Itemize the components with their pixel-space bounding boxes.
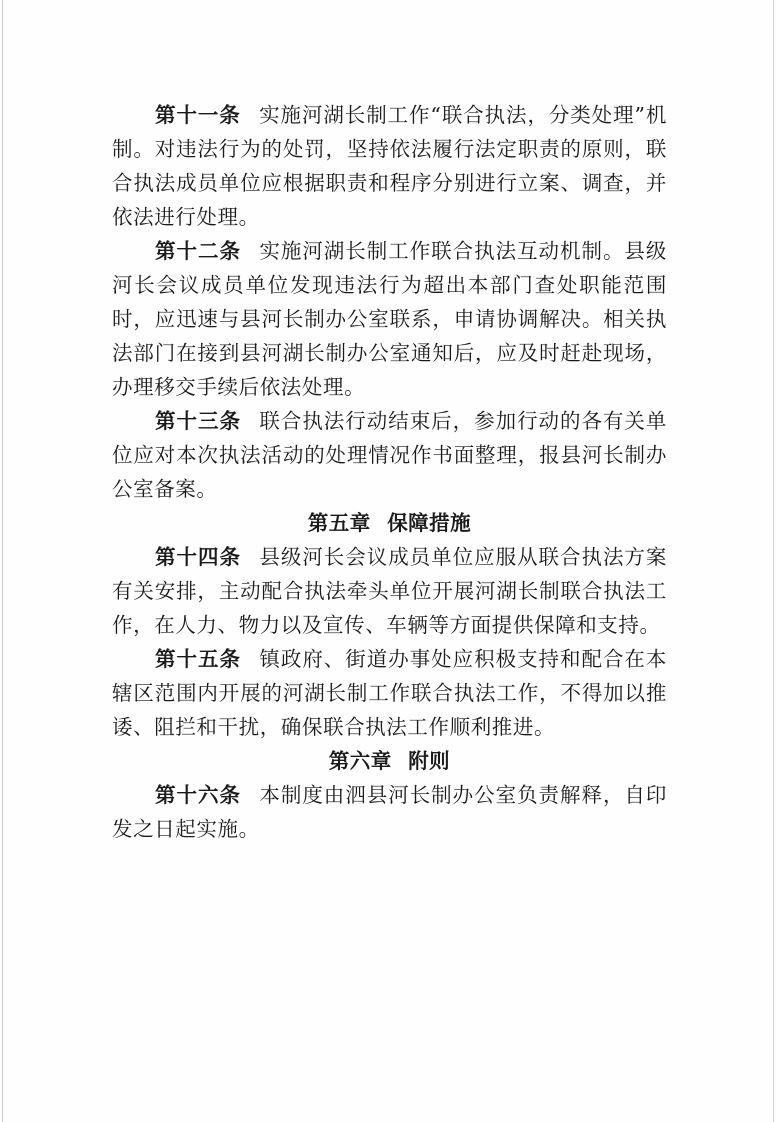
page-edge-right (773, 0, 774, 1122)
article-text: 本制度由泗县河长制办公室负责解释，自印发之日起实施。 (112, 783, 668, 841)
article-number: 第十四条 (155, 545, 241, 569)
article-text: 县级河长会议成员单位应服从联合执法方案有关安排，主动配合执法牵头单位开展河湖长制联合执法工作，在人力、物力以及宣传、车辆等方面提供保障和支持。 (112, 545, 668, 637)
chapter-number: 第五章 (307, 511, 371, 535)
article-number: 第十二条 (155, 239, 241, 263)
article-number: 第十三条 (155, 409, 241, 433)
document-body (112, 98, 667, 846)
chapter-title: 附则 (408, 749, 451, 773)
article-text: 镇政府、街道办事处应积极支持和配合在本辖区范围内开展的河湖长制工作联合执法工作，不得加以推诿、阻拦和干扰，确保联合执法工作顺利推进。 (112, 647, 668, 739)
article-text: 实施河湖长制工作联合执法互动机制。县级河长会议成员单位发现违法行为超出本部门查处职能范围时，应迅速与县河长制办公室联系，申请协调解决。相关执法部门在接到县河湖长制办公室通知后，应及时赶赴现场，办理移交手续后依法处理。 (112, 239, 668, 399)
page-edge-left (2, 0, 3, 1122)
article-12 (112, 234, 667, 404)
article-number: 第十六条 (155, 783, 241, 807)
chapter-number: 第六章 (328, 749, 392, 773)
article-15 (112, 642, 667, 744)
article-text: 联合执法行动结束后，参加行动的各有关单位应对本次执法活动的处理情况作书面整理，报县河长制办公室备案。 (112, 409, 668, 501)
article-number: 第十五条 (155, 647, 241, 671)
article-11 (112, 98, 667, 234)
chapter-5-heading (112, 506, 667, 540)
article-16 (112, 778, 667, 846)
chapter-title: 保障措施 (387, 511, 472, 535)
chapter-6-heading (112, 744, 667, 778)
article-14 (112, 540, 667, 642)
article-text: 实施河湖长制工作“联合执法，分类处理”机制。对违法行为的处罚，坚持依法履行法定职责的原则，联合执法成员单位应根据职责和程序分别进行立案、调查，并依法进行处理。 (112, 103, 667, 229)
article-13 (112, 404, 667, 506)
article-number: 第十一条 (155, 103, 241, 127)
